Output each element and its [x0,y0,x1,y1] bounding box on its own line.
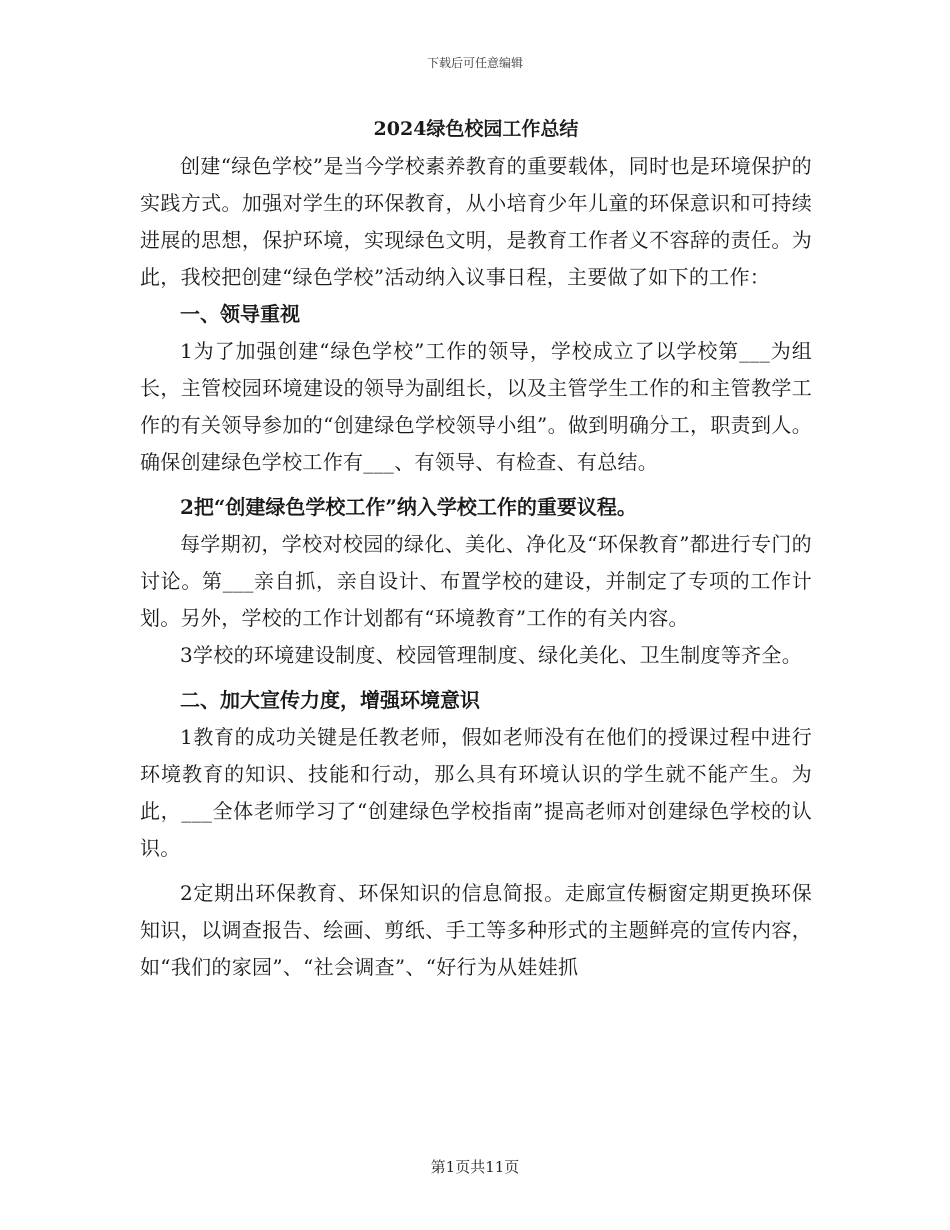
section-2-paragraph-1: 1教育的成功关键是任教老师，假如老师没有在他们的授课过程中进行环境教育的知识、技能和行动，那么具有环境认识的学生就不能产生。为此，___全体老师学习了“创建绿色学校指南”提高老师对创建绿色学校的认识。 [140,725,812,860]
page-footer: 第1页共11页 [430,1158,520,1176]
section-2-heading: 二、加大宣传力度，增强环境意识 [180,688,480,712]
intro-paragraph: 创建“绿色学校”是当今学校素养教育的重要载体，同时也是环境保护的实践方式。加强对学生的环保教育，从小培育少年儿童的环保意识和可持续进展的思想，保护环境，实现绿色文明，是教育工作者义不容辞的责任。为此，我校把创建“绿色学校”活动纳入议事日程，主要做了如下的工作： [140,154,812,289]
section-1-heading: 一、领导重视 [180,302,300,326]
spacer [140,481,812,489]
section-1-paragraph-1: 1为了加强创建“绿色学校”工作的领导，学校成立了以学校第___为组长，主管校园环境建设的领导为副组长，以及主管学生工作的和主管教学工作的有关领导参加的“创建绿色学校领导小组”。做到明确分工，职责到人。确保创建绿色学校工作有___、有领导、有检查、有总结。 [140,339,812,474]
document-title: 2024绿色校园工作总结 [373,118,579,140]
section-1-subheading: 2把“创建绿色学校工作”纳入学校工作的重要议程。 [180,495,637,519]
section-1-paragraph-3: 3学校的环境建设制度、校园管理制度、绿化美化、卫生制度等齐全。 [180,643,803,667]
section-1-paragraph-2: 每学期初，学校对校园的绿化、美化、净化及“环保教育”都进行专门的讨论。第___亲自抓，亲自设计、布置学校的建设，并制定了专项的工作计划。另外，学校的工作计划都有“环境教育”工作的有关内容。 [140,532,812,630]
header-note: 下载后可任意编辑 [426,56,523,70]
document-body [140,112,812,986]
spacer [140,867,812,875]
spacer [140,674,812,682]
section-2-paragraph-2: 2定期出环保教育、环保知识的信息简报。走廊宣传橱窗定期更换环保知识，以调查报告、绘画、剪纸、手工等多种形式的主题鲜亮的宣传内容，如“我们的家园”、“社会调查”、“好行为从娃娃抓 [140,881,812,979]
